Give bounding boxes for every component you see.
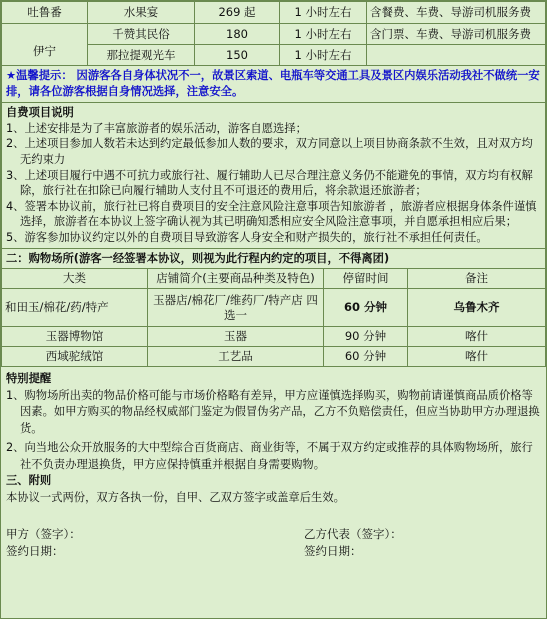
- region-cell: [2, 24, 88, 66]
- stay-cell: 60 分钟: [324, 289, 408, 327]
- date-row: [6, 543, 541, 560]
- list-item: 3、上述项目履行中遇不可抗力或旅行社、履行辅助人已尽合理注意义务仍不能避免的事情，双方均有权解除，旅行社在扣除已向履行辅助人支付且不可退还的费用后，将余款退还旅游者；: [6, 168, 533, 198]
- section-title: 二：购物场所(游客一经签署本协议，则视为此行程内约定的项目，不得离团): [1, 249, 546, 270]
- price-cell: 150: [195, 45, 280, 66]
- price-cell: 180: [195, 24, 280, 45]
- party-a-date-label: 签约日期：: [6, 544, 64, 559]
- note-cell: 喀什: [408, 347, 546, 367]
- category-cell: 玉器博物馆: [2, 327, 148, 347]
- party-b-date-label: 签约日期：: [304, 544, 362, 559]
- column-header: 店铺简介(主要商品种类及特色): [148, 269, 324, 289]
- category-cell: 和田玉/棉花/药/特产: [2, 289, 148, 327]
- list-item: 1、购物场所出卖的物品价格可能与市场价格略有差异，甲方应谨慎选择购买，购物前请谨慎商品质价格等因素。如甲方购买的物品经权威部门鉴定为假冒伪劣产品，乙方不负赔偿责任，但应当协助甲方办理退换货。: [6, 388, 540, 435]
- price-cell: 269 起: [195, 2, 280, 24]
- list-item: 5、游客参加协议约定以外的自费项目导致游客人身安全和财产损失的，旅行社不承担任何责任。: [6, 230, 488, 244]
- list-item: 2、向当地公众开放服务的大中型综合百货商店、商业街等，不属于双方约定或推荐的具体购物场所，旅行社不负责办理退换货，甲方应保持慎重并根据自身需要购物。: [6, 441, 533, 471]
- party-b-label: 乙方代表（签字）：: [304, 527, 402, 542]
- list-item: 1、上述安排是为了丰富旅游者的娱乐活动，游客自愿选择；: [6, 121, 307, 135]
- includes-cell: 含门票、车费、导游司机服务费: [367, 24, 546, 45]
- optional-price-table: [1, 1, 546, 66]
- shopping-table: [1, 268, 546, 367]
- list-item: 2、上述项目参加人数若未达到约定最低参加人数的要求，双方同意以上项目协商条款不生效，且对双方均无约束力: [6, 137, 533, 166]
- duration-cell: 1 小时左右: [280, 2, 367, 24]
- section-title: 自费项目说明: [6, 106, 74, 120]
- section-title: 特别提醒: [6, 372, 52, 386]
- category-cell: 西域驼绒馆: [2, 347, 148, 367]
- includes-cell: [367, 45, 546, 66]
- table-row: [2, 289, 546, 327]
- item-cell: 水果宴: [88, 2, 195, 24]
- stay-cell: 60 分钟: [324, 347, 408, 367]
- list-item: 4、签署本协议前，旅行社已将自费项目的安全注意风险注意事项告知旅游者 ，旅游者应根据身体条件谨慎选择，旅游者在本协议上签字确认视为其已明确知悉相应安全风险注意事项，并自愿承担相应后果；: [6, 199, 537, 229]
- item-cell: 千赞其民俗: [88, 24, 195, 45]
- item-cell: 那拉提观光车: [88, 45, 195, 66]
- region-cell: 吐鲁番: [2, 2, 88, 24]
- table-row: [2, 327, 546, 347]
- party-a-label: 甲方（签字）：: [6, 527, 81, 542]
- column-header: 停留时间: [324, 269, 408, 289]
- column-header: 大类: [2, 269, 148, 289]
- duration-cell: 1 小时左右: [280, 24, 367, 45]
- safety-notice: ★温馨提示： 因游客各自身体状况不一，故景区索道、电瓶车等交通工具及景区内娱乐活动我社不做统一安排，请各位游客根据自身情况选择，注意安全。: [1, 66, 546, 103]
- note-cell: 喀什: [408, 327, 546, 347]
- desc-cell: 玉器店/棉花厂/维药厂/特产店 四选一: [148, 289, 324, 327]
- note-cell: 乌鲁木齐: [408, 289, 546, 327]
- stay-cell: 90 分钟: [324, 327, 408, 347]
- table-row: [2, 2, 546, 24]
- section-title: 三、附则: [6, 474, 52, 488]
- desc-cell: 工艺品: [148, 347, 324, 367]
- region-label: 伊宁: [33, 44, 56, 58]
- attached-text: 本协议一式两份，双方各执一份，自甲、乙双方签字或盖章后生效。: [6, 490, 345, 504]
- signature-row: [6, 526, 541, 543]
- special-section: [1, 367, 546, 560]
- table-header-row: [2, 269, 546, 289]
- desc-cell: 玉器: [148, 327, 324, 347]
- optional-items-section: [1, 103, 546, 248]
- table-row: [2, 24, 546, 45]
- duration-cell: 1 小时左右: [280, 45, 367, 66]
- table-row: [2, 347, 546, 367]
- includes-cell: 含餐费、车费、导游司机服务费: [367, 2, 546, 24]
- column-header: 备注: [408, 269, 546, 289]
